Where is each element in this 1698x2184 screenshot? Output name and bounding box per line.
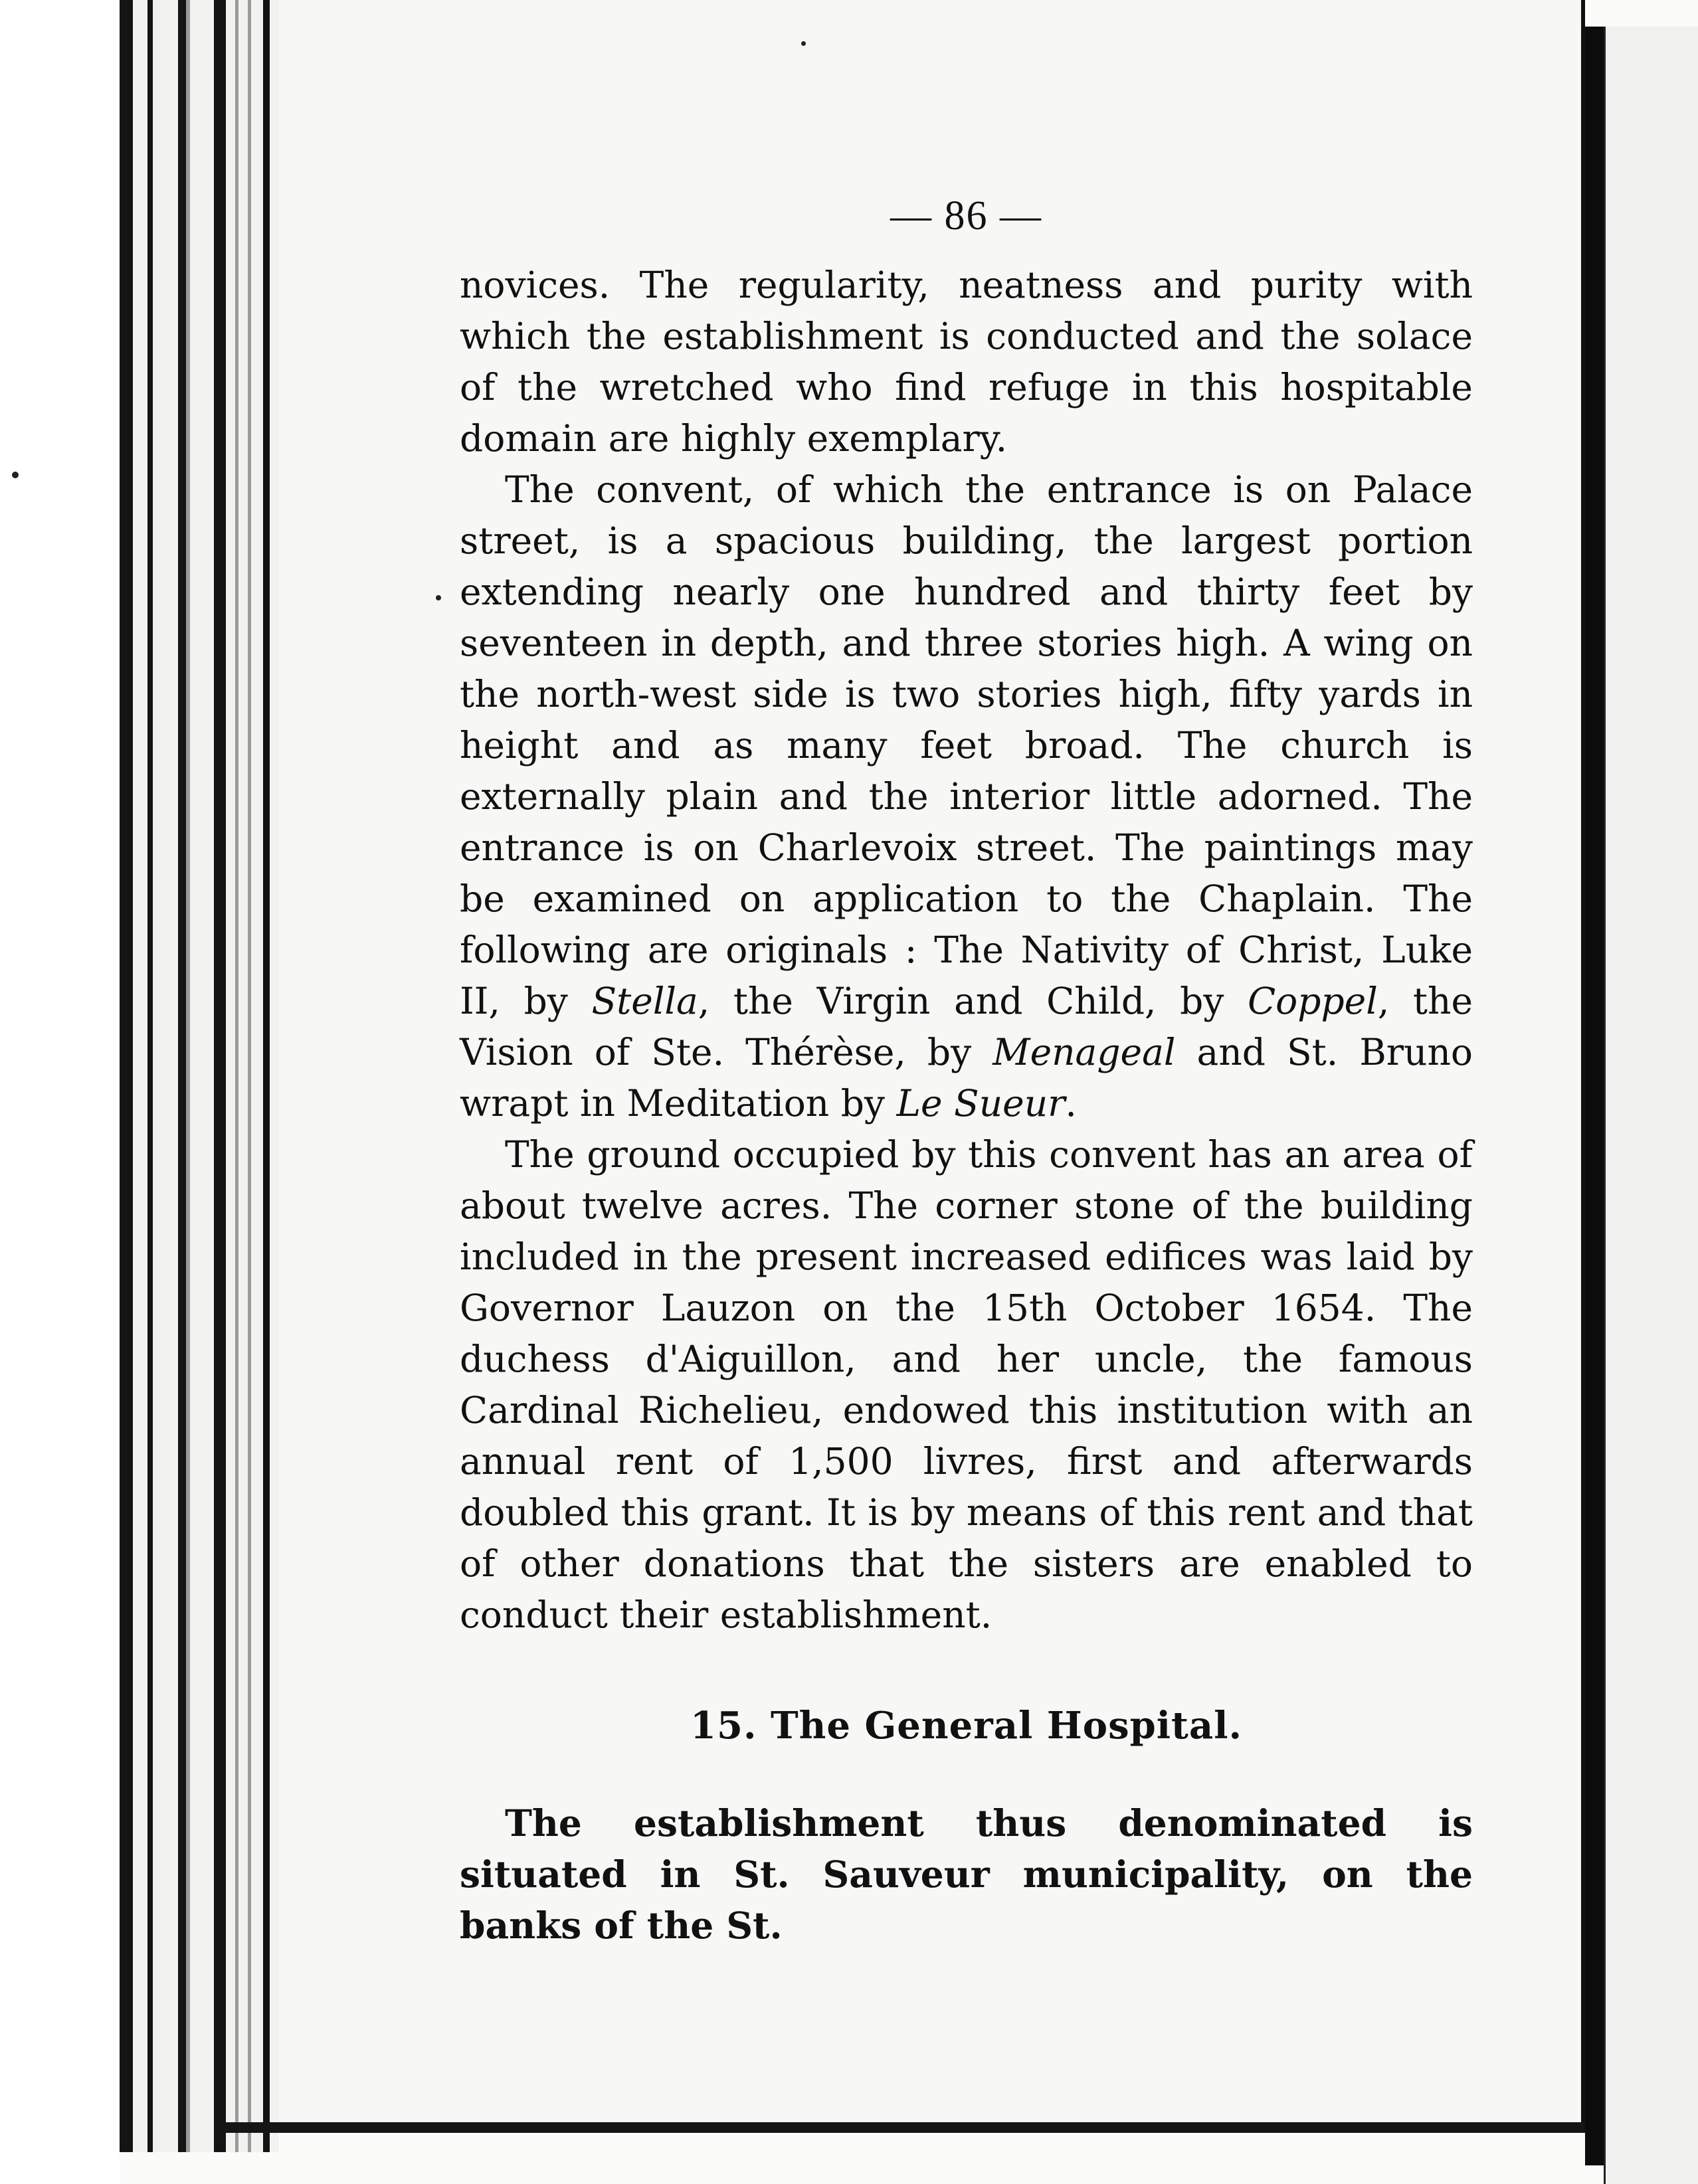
page-content [460,193,1473,1951]
scan-speck [801,41,806,46]
book-spine [1585,27,1604,2165]
text-run: and St. Bruno wrapt in Meditation by [460,1031,1473,1125]
page-number: — 86 — [890,193,1042,238]
paragraph-general-hospital: The establishment thus denominated is situated in St. Sauveur municipality, on the banks of the St. [460,1801,1473,1947]
page-edge [226,0,235,2152]
italic-name: Coppel [1248,980,1378,1022]
text-run: , the Vision of Ste. Thérèse, by [460,980,1473,1073]
page-edge [270,0,279,2152]
facing-page-edge [1604,27,1698,2184]
italic-name: Menageal [992,1031,1176,1073]
page-edges [113,0,279,2152]
page-edge [120,0,133,2152]
page-edge [147,0,153,2152]
text-run: novices. The regularity, neatness and purity with which the establishment is conducted and the solace of the wretched who find refuge in this hospitable domain are highly exemplary. [460,264,1473,460]
scan-speck [436,595,441,600]
italic-name: Le Sueur [896,1082,1066,1125]
page-edge [238,0,248,2152]
page-edge [214,0,226,2152]
text-run: , the Virgin and Child, by [698,980,1248,1022]
page-edge [263,0,270,2152]
text-run: . [1065,1082,1077,1125]
text-run: The ground occupied by this convent has an area of about twelve acres. The corner stone of the building included in the present increased edifices was laid by Governor Lauzon on the 15th October 1654. The duchess d'Aiguillon, and her uncle, the famous Cardinal Richelieu, endowed this institution with an annual rent of 1,500 livres, first and afterwards doubled this grant. It is by means of this rent and that of other donations that the sisters are enabled to conduct their establishment. [460,1133,1473,1636]
italic-name: Stella [591,980,698,1022]
text-run: The convent, of which the entrance is on Palace street, is a spacious building, the largest portion extending nearly one hundred and thirty feet by seventeen in depth, and three stories high. A wing on the north-west side is two stories high, fifty yards in height and as many feet broad. The church is externally plain and the interior little adorned. The entrance is on Charlevoix street. The paintings may be examined on application to the Chaplain. The following are originals : The Nativity of Christ, Luke II, by [460,468,1473,1022]
page-bottom-edge [219,2122,1588,2133]
page-edge [178,0,186,2152]
page-edge [190,0,214,2152]
scan-speck [12,472,19,478]
section-heading: 15. The General Hospital. [690,1704,1242,1748]
paragraph-novices [460,260,1473,464]
page-edge [153,0,178,2152]
paragraph-convent [460,464,1473,1129]
scan-margin [0,0,120,2184]
page-edge [251,0,263,2152]
page-edge [133,0,147,2152]
paragraph-ground [460,1129,1473,1641]
